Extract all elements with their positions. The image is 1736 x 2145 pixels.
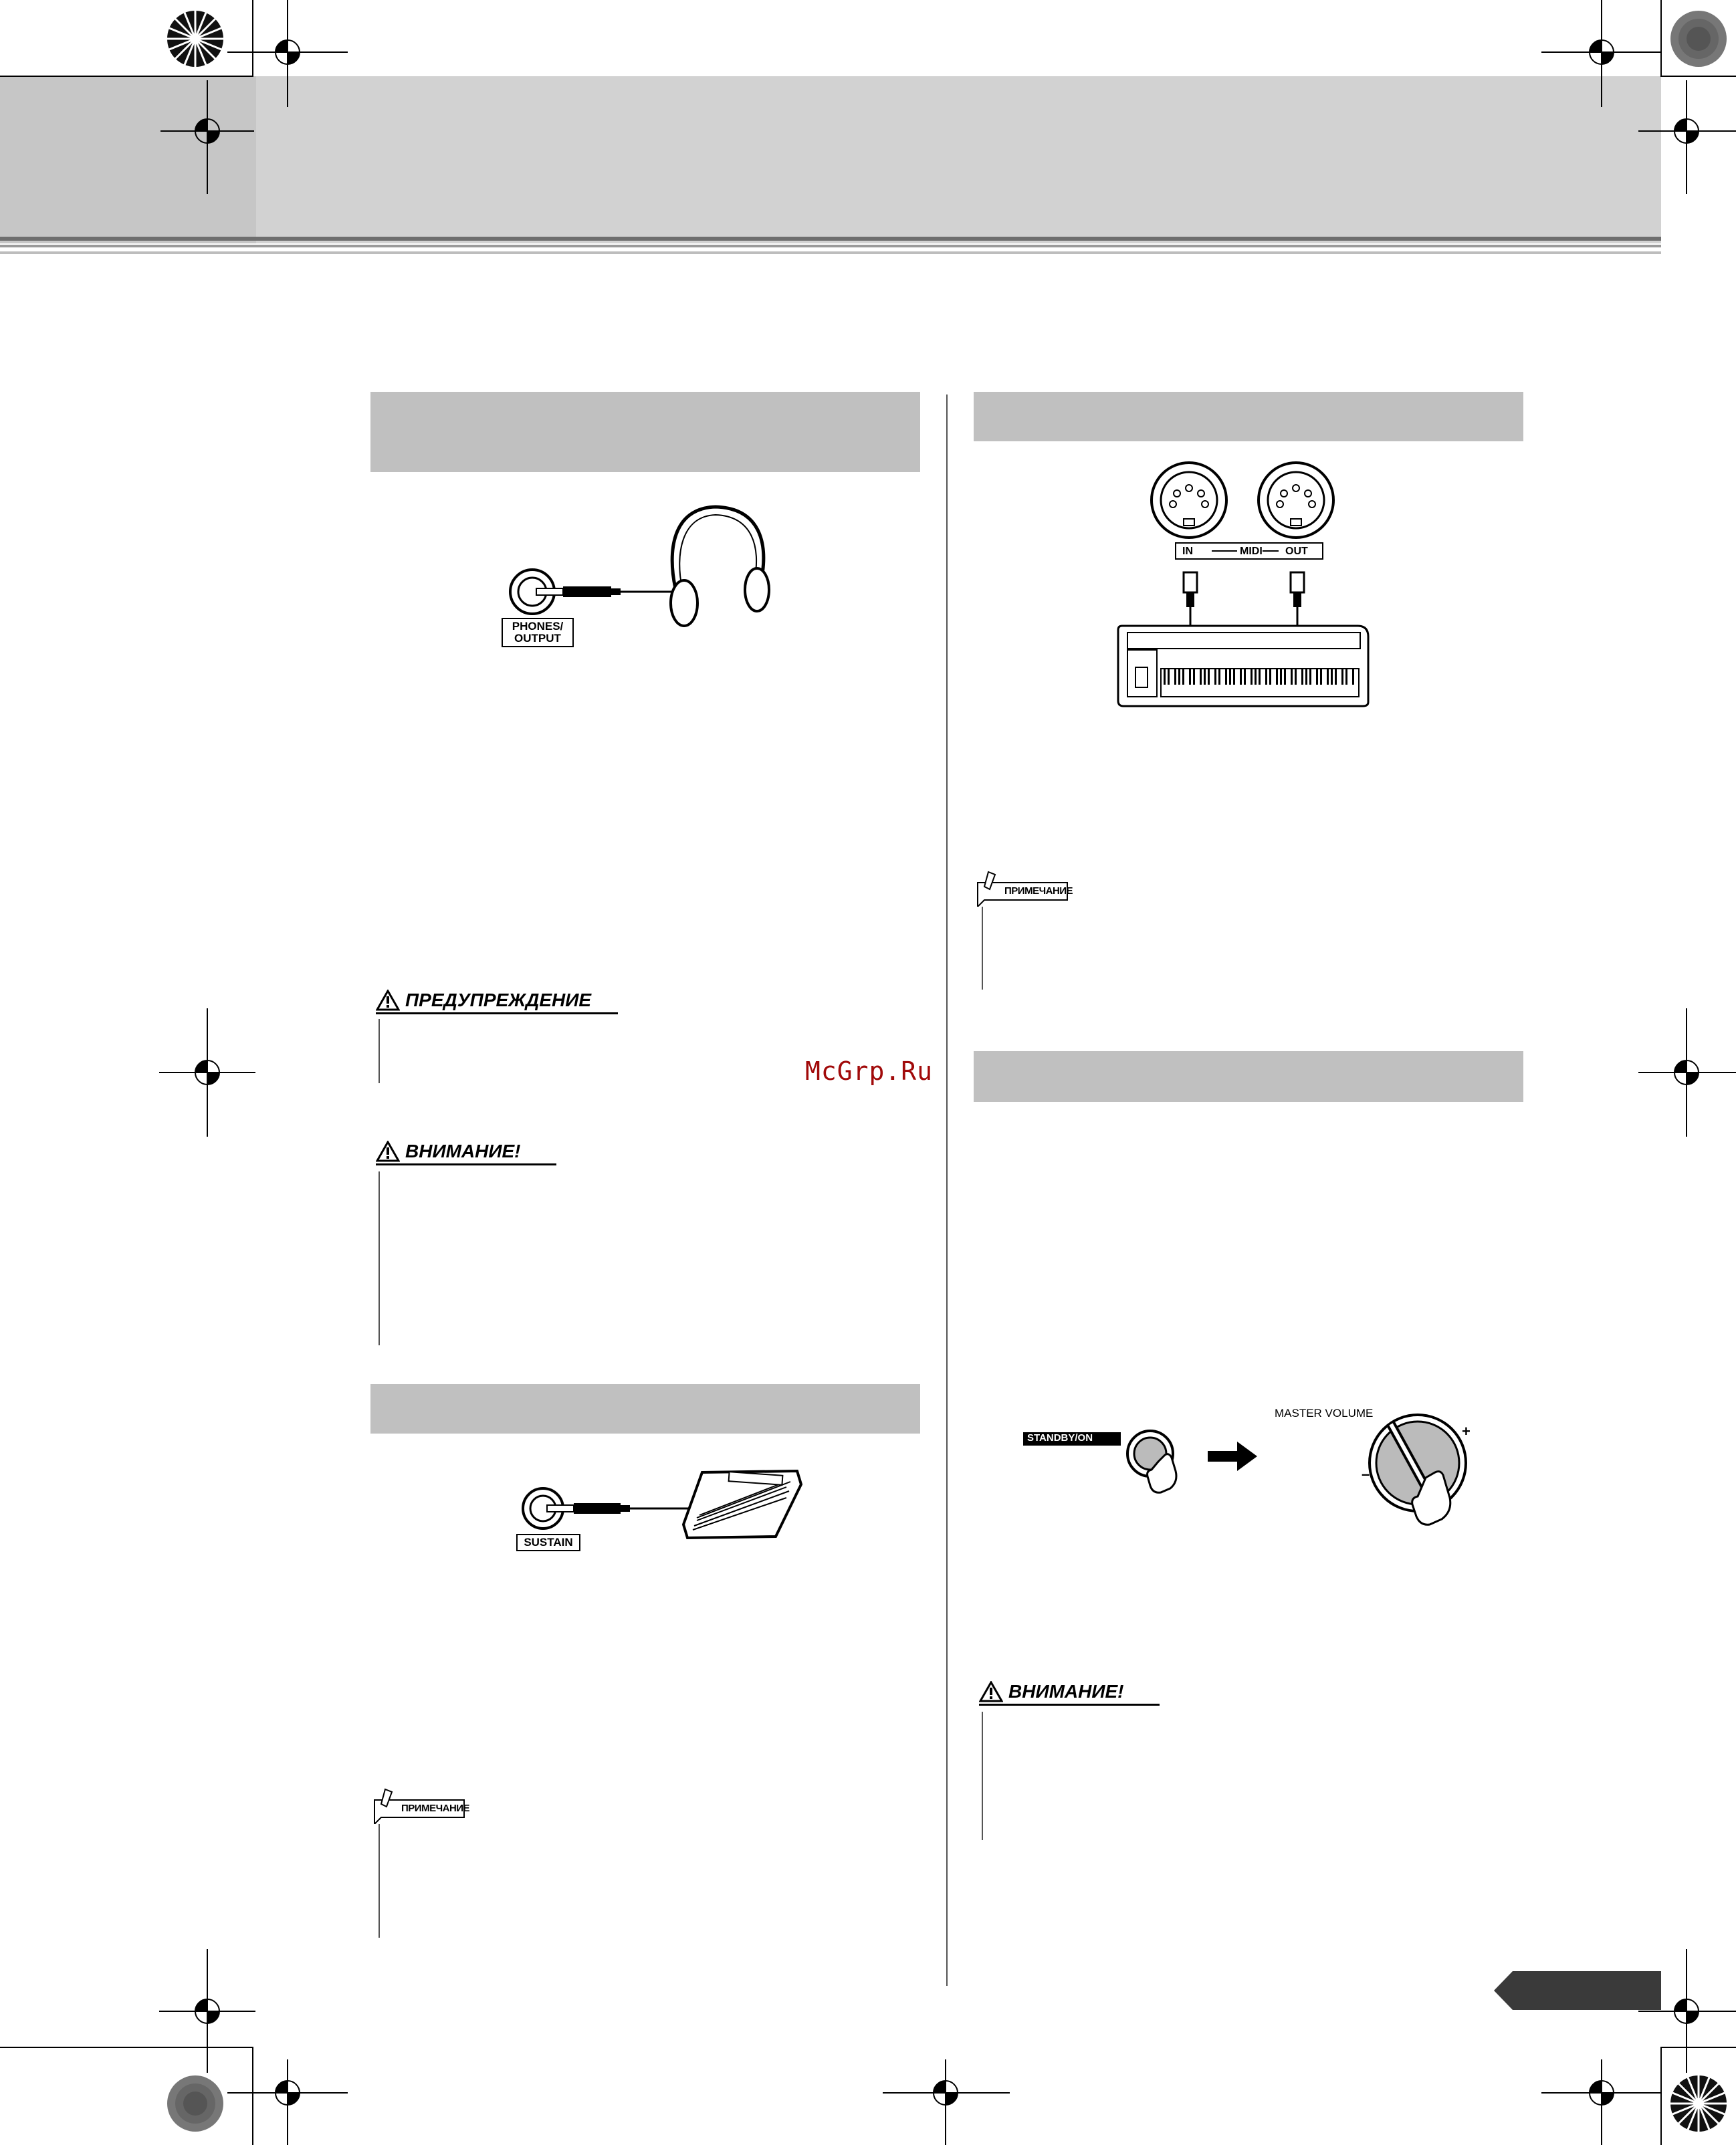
phones-label-line1: PHONES/ bbox=[512, 620, 564, 633]
caution-triangle-icon-left bbox=[376, 1141, 400, 1162]
volume-minus-label: – bbox=[1362, 1466, 1370, 1482]
midi-diagram bbox=[1103, 461, 1384, 709]
phones-output-label bbox=[502, 618, 574, 647]
midi-connection-illustration bbox=[1103, 461, 1384, 709]
warning-triangle-icon bbox=[376, 990, 400, 1011]
master-volume-label: MASTER VOLUME bbox=[1275, 1407, 1374, 1420]
headphones-diagram bbox=[495, 495, 782, 655]
section-heading-midi bbox=[974, 392, 1523, 441]
section-heading-power bbox=[974, 1051, 1523, 1102]
note-badge-text-right: ПРИМЕЧАНИЕ bbox=[1004, 885, 1073, 897]
phones-label-line2: OUTPUT bbox=[514, 632, 561, 645]
starburst-top-left bbox=[167, 11, 223, 67]
note-rule-right bbox=[982, 907, 983, 990]
section-heading-headphones bbox=[370, 392, 920, 472]
column-divider bbox=[946, 394, 948, 1986]
section-heading-sustain bbox=[370, 1384, 920, 1434]
volume-plus-label: + bbox=[1462, 1423, 1471, 1440]
starburst-top-right bbox=[1670, 11, 1727, 67]
midi-in-label: IN bbox=[1182, 546, 1193, 557]
warning-title: ПРЕДУПРЕЖДЕНИЕ bbox=[405, 990, 592, 1010]
starburst-bottom-right bbox=[1670, 2075, 1727, 2132]
page-number-tab bbox=[1493, 1971, 1661, 2010]
note-badge-text-left: ПРИМЕЧАНИЕ bbox=[401, 1803, 470, 1814]
note-rule-left bbox=[378, 1824, 380, 1938]
sustain-diagram bbox=[502, 1459, 809, 1553]
note-badge-right bbox=[975, 869, 1073, 907]
sustain-label: SUSTAIN bbox=[516, 1534, 580, 1551]
caution-title-left: ВНИМАНИЕ! bbox=[405, 1141, 521, 1161]
caution-triangle-icon-right bbox=[979, 1681, 1003, 1702]
standby-on-label: STANDBY/ON bbox=[1027, 1432, 1093, 1444]
crosshair-right-bottom bbox=[1638, 1949, 1736, 2073]
caution-rule-left bbox=[378, 1171, 380, 1345]
midi-out-label: OUT bbox=[1285, 546, 1308, 557]
caution-rule-right bbox=[982, 1712, 983, 1840]
note-badge-left bbox=[372, 1787, 470, 1824]
midi-label: MIDI bbox=[1240, 546, 1263, 557]
power-diagram bbox=[1016, 1397, 1485, 1538]
caution-heading-right bbox=[979, 1681, 1160, 1706]
power-volume-illustration bbox=[1016, 1397, 1485, 1538]
caution-heading-left bbox=[376, 1141, 556, 1165]
warning-heading bbox=[376, 990, 618, 1014]
caution-title-right: ВНИМАНИЕ! bbox=[1008, 1681, 1124, 1702]
watermark-text: McGrp.Ru bbox=[805, 1056, 934, 1086]
warning-rule bbox=[378, 1019, 380, 1083]
starburst-bottom-left bbox=[167, 2075, 223, 2132]
